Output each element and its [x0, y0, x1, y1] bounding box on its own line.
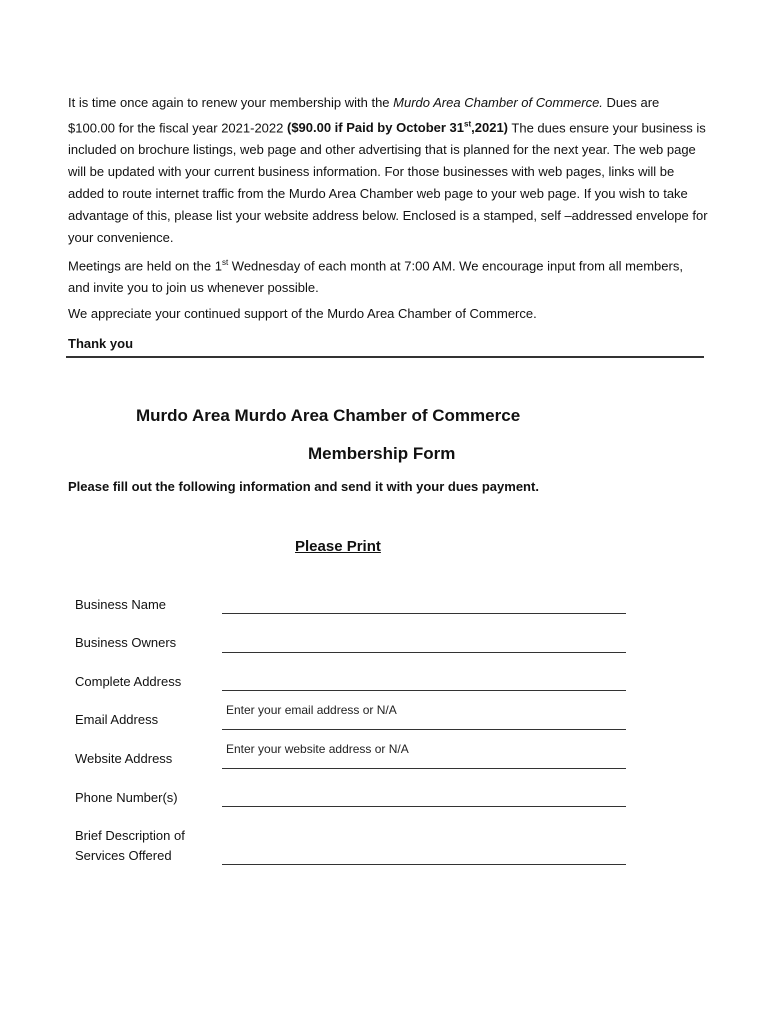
section-divider — [66, 356, 704, 358]
services-description-input[interactable] — [222, 825, 626, 865]
early-payment-offer: ($90.00 if Paid by October 31st,2021) — [286, 120, 509, 136]
business-name-input[interactable] — [222, 592, 626, 614]
dues-text: Dues are $100.00 for the fiscal year 2021-2022 — [68, 95, 660, 136]
phone-number-label: Phone Number(s) — [75, 790, 178, 805]
email-input[interactable] — [222, 700, 626, 730]
letter-paragraph-meetings: Meetings are held on the 1st Wednesday of each month at 7:00 AM. We encourage input from all members, and invite you to join us whenever possible. — [68, 258, 683, 296]
website-address-label: Website Address — [75, 751, 173, 766]
organization-name: Murdo Area Chamber of Commerce. — [393, 95, 603, 110]
intro-text: It is time once again to renew your membership with the — [68, 95, 394, 110]
dues-details-text: The dues ensure your business is included on brochure listings, web page and other advertising that is planned for the next year. The web page will be updated with your current business information. For those businesses with web pages, links will be added to route internet traffic from the Murdo Area Chamber web page to your web page. If you wish to take advantage of this, please list your website address below. Enclosed is a stamped, self –addressed envelope for your convenience. — [68, 120, 708, 246]
services-description-label: Brief Description of Services Offered — [75, 828, 185, 863]
letter-paragraph-dues — [68, 92, 708, 249]
website-input[interactable] — [222, 739, 626, 769]
business-name-label: Business Name — [75, 597, 167, 612]
form-title: Murdo Area Murdo Area Chamber of Commerce — [136, 406, 521, 425]
email-address-label: Email Address — [75, 712, 159, 727]
form-instructions: Please fill out the following information and send it with your dues payment. — [68, 479, 539, 494]
business-owners-label: Business Owners — [75, 635, 177, 650]
complete-address-input[interactable] — [222, 669, 626, 691]
phone-number-input[interactable] — [222, 785, 626, 807]
letter-paragraph-appreciation: We appreciate your continued support of the Murdo Area Chamber of Commerce. — [68, 306, 537, 321]
complete-address-label: Complete Address — [75, 674, 182, 689]
thank-you-text: Thank you — [68, 336, 134, 351]
form-subtitle: Membership Form — [308, 444, 456, 463]
business-owners-input[interactable] — [222, 631, 626, 653]
please-print-note: Please Print — [295, 538, 381, 555]
